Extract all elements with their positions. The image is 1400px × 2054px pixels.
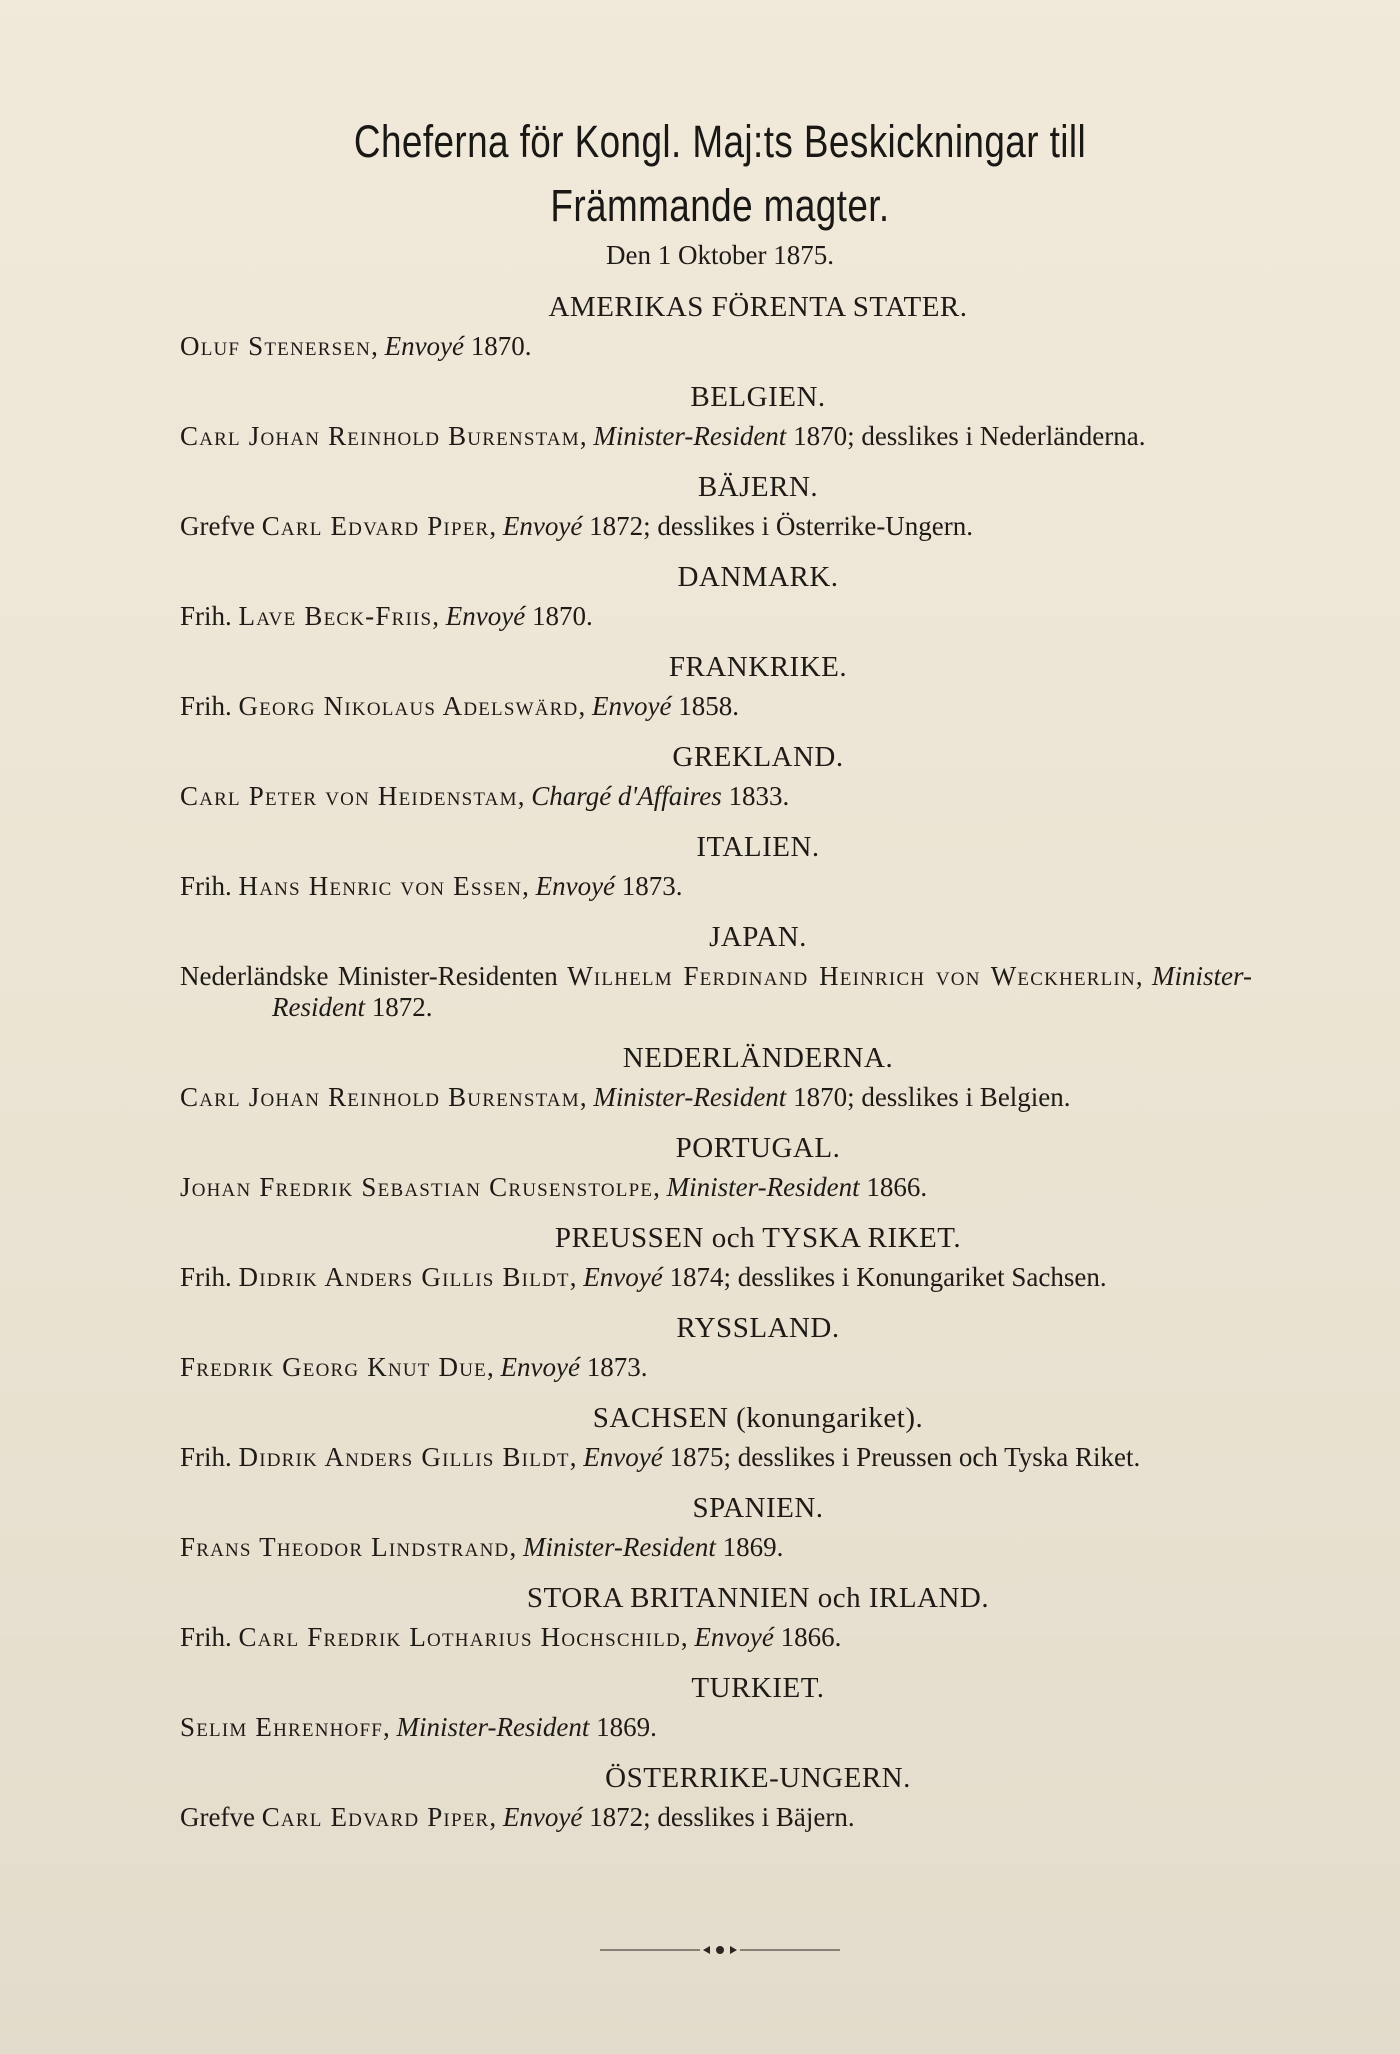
envoy-name: Didrik Anders Gillis Bildt — [238, 1442, 570, 1472]
country-heading: GREKLAND. — [672, 741, 844, 773]
envoy-role: Envoyé — [502, 1802, 583, 1832]
envoy-title-prefix: Frih. — [180, 1622, 232, 1652]
envoy-year-note: 1873. — [621, 871, 683, 901]
envoy-year-note: 1875; desslikes i Preussen och Tyska Riket. — [669, 1442, 1141, 1472]
envoy-name: Carl Peter von Heidenstam — [180, 781, 518, 811]
country-heading: PORTUGAL. — [675, 1132, 841, 1164]
envoy-year-note: 1874; desslikes i Konungariket Sachsen. — [669, 1262, 1107, 1292]
envoy-role: Envoyé — [500, 1352, 580, 1382]
country-heading: JAPAN. — [709, 921, 807, 953]
envoy-entry: Frih. Carl Fredrik Lotharius Hochschild, Envoyé 1866. — [180, 1622, 842, 1652]
envoy-entry: Carl Peter von Heidenstam, Chargé d'Affaires 1833. — [180, 781, 790, 811]
envoy-name: Lave Beck-Friis — [238, 601, 433, 631]
envoy-entry: Oluf Stenersen, Envoyé 1870. — [180, 331, 532, 361]
country-heading: TURKIET. — [691, 1672, 825, 1704]
envoy-entry: Nederländske Minister-Residenten Wilhelm Ferdinand Heinrich von Weckherlin, Minister-Resident 1872. — [180, 961, 1252, 1022]
envoy-year-note: 1870. — [531, 601, 593, 631]
envoy-entry: Carl Johan Reinhold Burenstam, Minister-Resident 1870; desslikes i Belgien. — [180, 1082, 1071, 1112]
envoy-year-note: 1870; desslikes i Belgien. — [793, 1082, 1071, 1112]
envoy-name: Hans Henric von Essen — [238, 871, 523, 901]
envoy-name: Selim Ehrenhoff — [180, 1712, 383, 1742]
envoy-year-note: 1872; desslikes i Bäjern. — [589, 1802, 855, 1832]
envoy-year-note: 1866. — [866, 1172, 928, 1202]
envoy-entry: Frans Theodor Lindstrand, Minister-Resident 1869. — [180, 1532, 784, 1562]
envoy-role: Envoyé — [591, 691, 672, 721]
country-heading: RYSSLAND. — [676, 1312, 840, 1344]
envoy-entry: Frih. Hans Henric von Essen, Envoyé 1873. — [180, 871, 683, 901]
country-heading: BÄJERN. — [697, 471, 819, 503]
envoy-title-prefix: Frih. — [180, 691, 232, 721]
page-title-line-1: Cheferna för Kongl. Maj:ts Beskickningar till — [353, 116, 1087, 167]
envoy-role: Envoyé — [384, 331, 465, 361]
envoy-year-note: 1872; desslikes i Österrike-Ungern. — [589, 511, 974, 541]
envoy-name: Carl Johan Reinhold Burenstam — [180, 1082, 580, 1112]
envoy-year-note: 1858. — [678, 691, 739, 721]
envoy-name: Georg Nikolaus Adelswärd — [238, 691, 579, 721]
envoy-year-note: 1833. — [728, 781, 790, 811]
envoy-role: Minister-Resident — [396, 1712, 590, 1742]
page-title-line-2: Främmande magter. — [550, 180, 890, 231]
envoy-role: Minister-Resident — [593, 1082, 787, 1112]
envoy-name: Carl Edvard Piper — [261, 511, 490, 541]
envoy-entry: Grefve Carl Edvard Piper, Envoyé 1872; desslikes i Bäjern. — [180, 1802, 855, 1832]
envoy-name: Carl Johan Reinhold Burenstam — [180, 421, 580, 451]
envoy-title-prefix: Frih. — [180, 871, 232, 901]
envoy-entry: Fredrik Georg Knut Due, Envoyé 1873. — [180, 1352, 648, 1382]
country-heading: NEDERLÄNDERNA. — [622, 1042, 894, 1074]
envoy-role: Envoyé — [502, 511, 583, 541]
envoy-role: Envoyé — [583, 1442, 663, 1472]
envoy-title-prefix: Grefve — [180, 1802, 255, 1832]
envoy-entry: Johan Fredrik Sebastian Crusenstolpe, Minister-Resident 1866. — [180, 1172, 928, 1202]
country-heading: BELGIEN. — [690, 381, 826, 413]
envoy-entry: Grefve Carl Edvard Piper, Envoyé 1872; desslikes i Österrike-Ungern. — [180, 511, 974, 541]
envoy-role: Envoyé — [694, 1622, 774, 1652]
country-heading: SPANIEN. — [692, 1492, 824, 1524]
envoy-name: Carl Fredrik Lotharius Hochschild — [238, 1622, 681, 1652]
envoy-entry: Carl Johan Reinhold Burenstam, Minister-Resident 1870; desslikes i Nederländerna. — [180, 421, 1146, 451]
country-heading: PREUSSEN och TYSKA RIKET. — [554, 1222, 962, 1254]
envoy-title-prefix: Frih. — [180, 1262, 232, 1292]
country-heading: FRANKRIKE. — [668, 651, 848, 683]
envoy-name: Wilhelm Ferdinand Heinrich von Weckherlin — [567, 961, 1136, 991]
envoy-title-prefix: Frih. — [180, 1442, 232, 1472]
envoy-year-note: 1870; desslikes i Nederländerna. — [793, 421, 1146, 451]
envoy-entry: Frih. Didrik Anders Gillis Bildt, Envoyé 1875; desslikes i Preussen och Tyska Riket. — [180, 1442, 1141, 1472]
envoy-year-note: 1869. — [722, 1532, 784, 1562]
missions-list — [180, 292, 1252, 1853]
envoy-year-note: 1872. — [371, 992, 433, 1022]
country-heading: ITALIEN. — [696, 831, 820, 863]
country-heading: ÖSTERRIKE-UNGERN. — [605, 1762, 911, 1794]
envoy-role: Minister-Resident — [522, 1532, 716, 1562]
envoy-role: Chargé d'Affaires — [531, 781, 722, 811]
envoy-title-prefix: Nederländske Minister-Residenten — [180, 961, 558, 991]
envoy-title-prefix: Frih. — [180, 601, 232, 631]
country-heading: STORA BRITANNIEN och IRLAND. — [526, 1582, 990, 1614]
envoy-name: Frans Theodor Lindstrand — [180, 1532, 510, 1562]
envoy-year-note: 1870. — [470, 331, 532, 361]
envoy-name: Johan Fredrik Sebastian Crusenstolpe — [180, 1172, 654, 1202]
envoy-entry: Selim Ehrenhoff, Minister-Resident 1869. — [180, 1712, 657, 1742]
envoy-entry: Frih. Didrik Anders Gillis Bildt, Envoyé 1874; desslikes i Konungariket Sachsen. — [180, 1262, 1107, 1292]
envoy-year-note: 1866. — [780, 1622, 842, 1652]
ornament-divider — [600, 1943, 840, 1957]
envoy-role: Envoyé — [445, 601, 526, 631]
envoy-entry: Frih. Lave Beck-Friis, Envoyé 1870. — [180, 601, 593, 631]
envoy-role: Minister-Resident — [666, 1172, 860, 1202]
envoy-role: Envoyé — [535, 871, 616, 901]
envoy-year-note: 1869. — [596, 1712, 657, 1742]
envoy-entry: Frih. Georg Nikolaus Adelswärd, Envoyé 1858. — [180, 691, 739, 721]
envoy-role: Minister-Resident — [272, 961, 1252, 1022]
envoy-name: Fredrik Georg Knut Due — [180, 1352, 487, 1382]
envoy-name: Didrik Anders Gillis Bildt — [238, 1262, 570, 1292]
envoy-role: Minister-Resident — [593, 421, 787, 451]
envoy-year-note: 1873. — [586, 1352, 648, 1382]
envoy-title-prefix: Grefve — [180, 511, 255, 541]
envoy-name: Carl Edvard Piper — [261, 1802, 490, 1832]
date-line: Den 1 Oktober 1875. — [606, 240, 834, 270]
country-heading: DANMARK. — [677, 561, 839, 593]
country-heading: AMERIKAS FÖRENTA STATER. — [548, 291, 968, 323]
envoy-name: Oluf Stenersen — [180, 331, 372, 361]
envoy-role: Envoyé — [583, 1262, 663, 1292]
country-heading: SACHSEN (konungariket). — [592, 1402, 924, 1434]
